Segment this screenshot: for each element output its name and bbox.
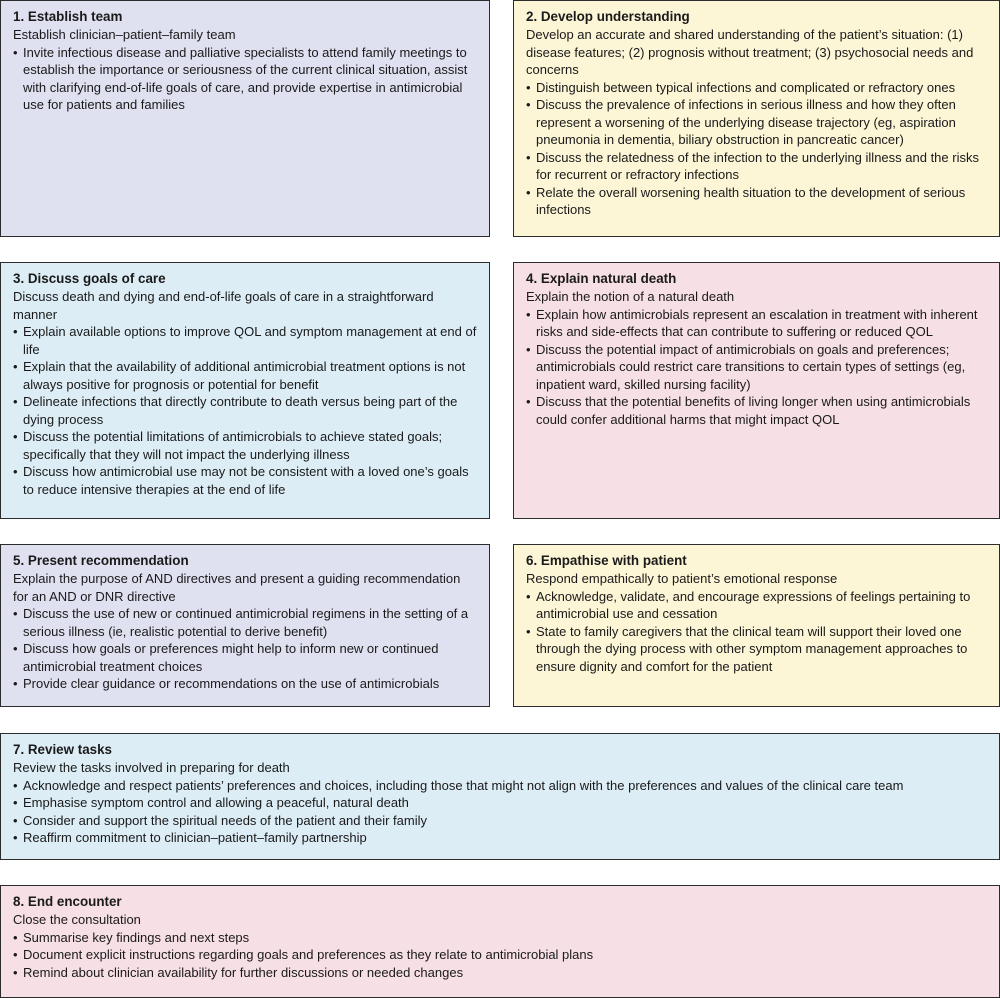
step-title: 3. Discuss goals of care: [13, 271, 166, 286]
bullet-item: • Summarise key findings and next steps: [13, 929, 989, 947]
bullet-item: • Discuss the potential impact of antimicrobials on goals and preferences; antimicrobials could restrict care transitions to certain types of settings (eg, inpatient ward, skilled nursing facility): [526, 341, 989, 394]
step-bullet-list: [13, 777, 989, 847]
bullet-item: • Consider and support the spiritual needs of the patient and their family: [13, 812, 989, 830]
step-box-develop-understanding: [513, 0, 1000, 237]
step-bullet-list: [13, 44, 479, 114]
bullet-item: • Discuss how goals or preferences might help to inform new or continued antimicrobial treatment choices: [13, 640, 479, 675]
step-intro: Explain the notion of a natural death: [526, 289, 735, 304]
step-intro: Explain the purpose of AND directives and present a guiding recommendation for an AND or DNR directive: [13, 571, 461, 604]
step-intro: Discuss death and dying and end-of-life goals of care in a straightforward manner: [13, 289, 434, 322]
bullet-item: • Remind about clinician availability for further discussions or needed changes: [13, 964, 989, 982]
bullet-item: • Discuss the use of new or continued antimicrobial regimens in the setting of a serious illness (ie, realistic potential to derive benefit): [13, 605, 479, 640]
step-title: 5. Present recommendation: [13, 553, 189, 568]
step-box-review-tasks: [0, 733, 1000, 860]
step-box-establish-team: [0, 0, 490, 237]
bullet-item: • Emphasise symptom control and allowing a peaceful, natural death: [13, 794, 989, 812]
step-bullet-list: [526, 306, 989, 429]
bullet-item: • Invite infectious disease and palliative specialists to attend family meetings to establish the importance or seriousness of the current clinical situation, assist with clarifying end-of-life goals of care, and provide expertise in antimicrobial use for patients and families: [13, 44, 479, 114]
bullet-item: • Acknowledge and respect patients’ preferences and choices, including those that might not align with the preferences and values of the clinical care team: [13, 777, 989, 795]
step-box-end-encounter: [0, 885, 1000, 998]
step-bullet-list: [13, 605, 479, 693]
step-title: 1. Establish team: [13, 9, 123, 24]
step-bullet-list: [526, 588, 989, 676]
step-intro: Develop an accurate and shared understanding of the patient’s situation: (1) disease features; (2) prognosis without treatment; (3) psychosocial needs and concerns: [526, 27, 974, 77]
bullet-item: • Discuss that the potential benefits of living longer when using antimicrobials could confer additional harms that might impact QOL: [526, 393, 989, 428]
bullet-item: • State to family caregivers that the clinical team will support their loved one through the dying process with other symptom management approaches to ensure dignity and comfort for the patient: [526, 623, 989, 676]
bullet-item: • Provide clear guidance or recommendations on the use of antimicrobials: [13, 675, 479, 693]
step-bullet-list: [13, 929, 989, 982]
bullet-item: • Reaffirm commitment to clinician–patient–family partnership: [13, 829, 989, 847]
step-bullet-list: [13, 323, 479, 498]
bullet-item: • Acknowledge, validate, and encourage expressions of feelings pertaining to antimicrobial use and cessation: [526, 588, 989, 623]
bullet-item: • Distinguish between typical infections and complicated or refractory ones: [526, 79, 989, 97]
bullet-item: • Explain available options to improve QOL and symptom management at end of life: [13, 323, 479, 358]
bullet-item: • Discuss how antimicrobial use may not be consistent with a loved one’s goals to reduce intensive therapies at the end of life: [13, 463, 479, 498]
step-title: 8. End encounter: [13, 894, 122, 909]
bullet-item: • Explain that the availability of additional antimicrobial treatment options is not always positive for prognosis or potential for benefit: [13, 358, 479, 393]
step-title: 2. Develop understanding: [526, 9, 690, 24]
step-title: 6. Empathise with patient: [526, 553, 687, 568]
step-intro: Respond empathically to patient’s emotional response: [526, 571, 838, 586]
step-box-present-recommendation: [0, 544, 490, 707]
bullet-item: • Document explicit instructions regarding goals and preferences as they relate to antimicrobial plans: [13, 946, 989, 964]
step-title: 7. Review tasks: [13, 742, 113, 757]
bullet-item: • Discuss the prevalence of infections in serious illness and how they often represent a worsening of the underlying disease trajectory (eg, aspiration pneumonia in dementia, biliary obstruction in pancreatic cancer): [526, 96, 989, 149]
step-box-explain-natural-death: [513, 262, 1000, 519]
step-intro: Establish clinician–patient–family team: [13, 27, 236, 42]
bullet-item: • Explain how antimicrobials represent an escalation in treatment with inherent risks and side-effects that can contribute to suffering or reduced QOL: [526, 306, 989, 341]
step-intro: Review the tasks involved in preparing for death: [13, 760, 290, 775]
step-intro: Close the consultation: [13, 912, 141, 927]
bullet-item: • Discuss the potential limitations of antimicrobials to achieve stated goals; specifically that they will not impact the underlying illness: [13, 428, 479, 463]
step-bullet-list: [526, 79, 989, 219]
bullet-item: • Discuss the relatedness of the infection to the underlying illness and the risks for recurrent or refractory infections: [526, 149, 989, 184]
bullet-item: • Relate the overall worsening health situation to the development of serious infections: [526, 184, 989, 219]
step-box-discuss-goals: [0, 262, 490, 519]
step-title: 4. Explain natural death: [526, 271, 677, 286]
step-box-empathise: [513, 544, 1000, 707]
bullet-item: • Delineate infections that directly contribute to death versus being part of the dying process: [13, 393, 479, 428]
